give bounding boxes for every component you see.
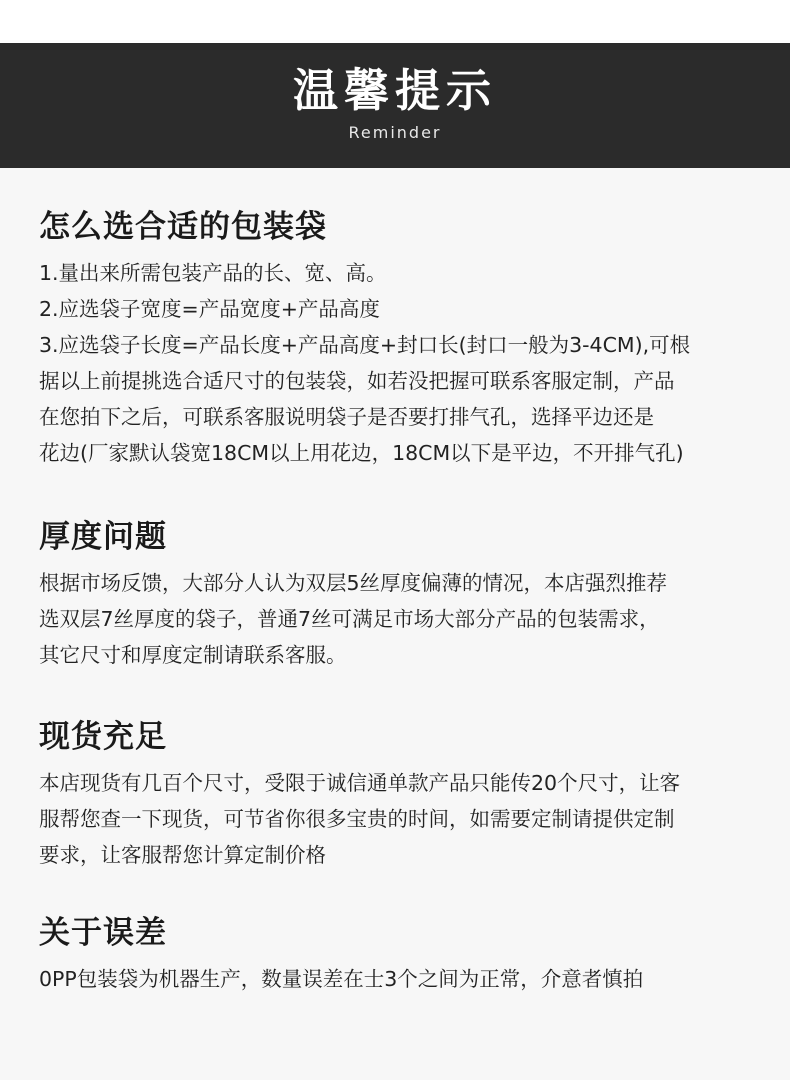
section-body <box>39 765 759 873</box>
section-line: 1.量出来所需包装产品的长、宽、高。 <box>39 261 387 285</box>
section-heading: 厚度问题 <box>39 519 167 555</box>
section-body <box>39 565 759 673</box>
reminder-header <box>0 43 790 168</box>
header-subtitle: Reminder <box>348 123 442 142</box>
section-line: 选双层7丝厚度的袋子，普通7丝可满足市场大部分产品的包装需求， <box>39 607 660 631</box>
section-line: 本店现货有几百个尺寸，受限于诚信通单款产品只能传20个尺寸，让客 <box>39 771 681 795</box>
section-thickness <box>39 518 759 673</box>
section-line: 在您拍下之后，可联系客服说明袋子是否要打排气孔，选择平边还是 <box>39 405 654 429</box>
section-line: 要求，让客服帮您计算定制价格 <box>39 843 326 867</box>
section-line: 3.应选袋子长度=产品长度+产品高度+封口长(封口一般为3-4CM),可根 <box>39 333 691 357</box>
section-error <box>39 914 759 997</box>
section-heading: 现货充足 <box>39 719 167 755</box>
section-line: 0PP包装袋为机器生产，数量误差在士3个之间为正常，介意者慎拍 <box>39 967 644 991</box>
section-choose-bag <box>39 208 759 471</box>
section-heading: 关于误差 <box>39 915 167 951</box>
section-heading: 怎么选合适的包装袋 <box>39 209 327 245</box>
reminder-content <box>0 168 790 1080</box>
section-line: 根据市场反馈，大部分人认为双层5丝厚度偏薄的情况，本店强烈推荐 <box>39 571 668 595</box>
section-line: 服帮您查一下现货，可节省你很多宝贵的时间，如需要定制请提供定制 <box>39 807 675 831</box>
section-body <box>39 255 759 471</box>
section-line: 其它尺寸和厚度定制请联系客服。 <box>39 643 347 667</box>
section-body <box>39 961 759 997</box>
section-line: 据以上前提挑选合适尺寸的包装袋，如若没把握可联系客服定制，产品 <box>39 369 675 393</box>
top-strip <box>0 0 790 43</box>
header-title: 温馨提示 <box>292 64 497 117</box>
section-line: 花边(厂家默认袋宽18CM以上用花边，18CM以下是平边，不开排气孔) <box>39 441 684 465</box>
section-line: 2.应选袋子宽度=产品宽度+产品高度 <box>39 297 380 321</box>
section-stock <box>39 718 759 873</box>
